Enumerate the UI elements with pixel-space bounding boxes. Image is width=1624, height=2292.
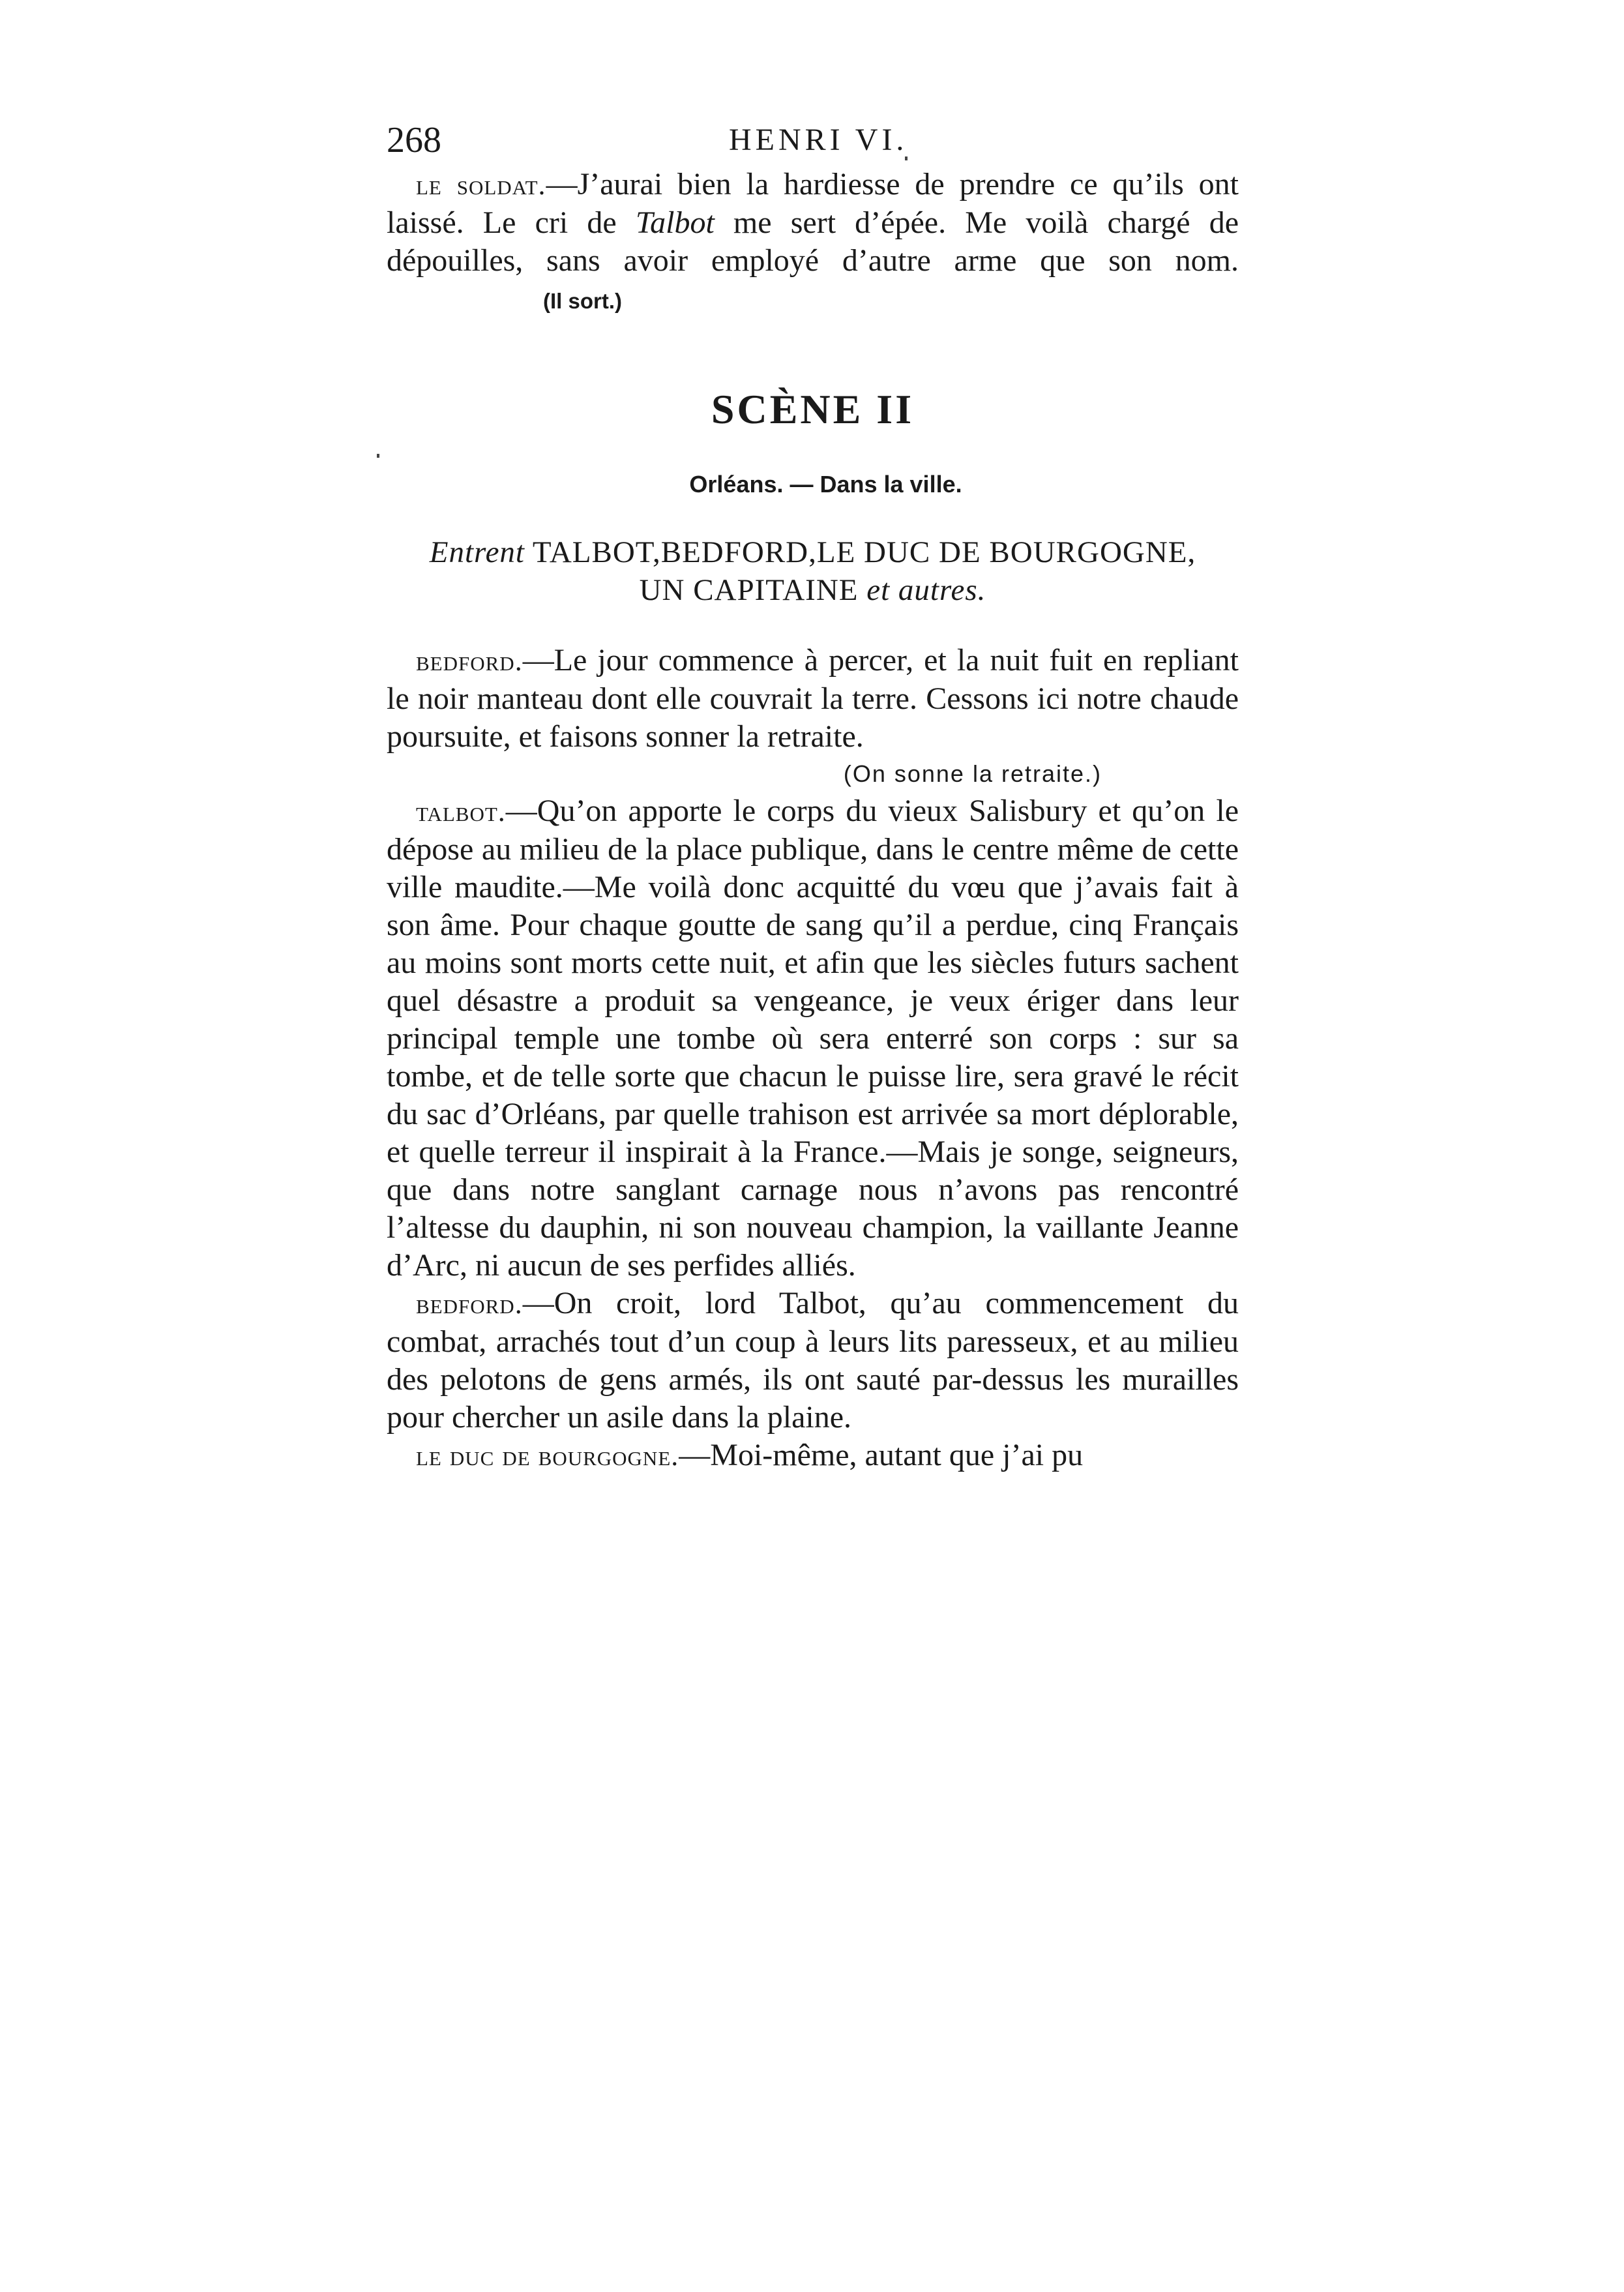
- speech-talbot: [387, 792, 1239, 1285]
- speech-text: —On croit, lord Talbot, qu’au commencement du combat, arrachés tout d’un coup à leurs lits paresseux, et au milieu des pelotons de gens armés, ils ont sauté par-dessus les murailles pour chercher un asile dans la plaine.: [387, 1286, 1239, 1435]
- scene-location: Orléans. — Dans la ville.: [689, 471, 962, 498]
- speech-soldier: [387, 166, 1239, 320]
- page-number: 268: [387, 120, 441, 160]
- book-page: [387, 117, 1239, 1475]
- running-title: HENRI VI.: [729, 123, 908, 157]
- speech-text: me sert d’épée. Me voilà chargé de dépouilles, sans avoir employé d’autre arme que son nom.: [387, 205, 1239, 278]
- speaker-name: bedford.: [416, 1288, 523, 1320]
- speech-text: —Moi-même, autant que j’ai pu: [679, 1438, 1084, 1472]
- speech-bourgogne: [387, 1436, 1239, 1475]
- speaker-name: bedford.: [416, 645, 523, 677]
- scene-title: SCÈNE II: [711, 386, 915, 432]
- speaker-name: talbot.: [416, 796, 506, 827]
- speech-bedford-2: [387, 1285, 1239, 1436]
- spacer: [387, 609, 1239, 642]
- entrance-characters: UN CAPITAINE: [639, 573, 867, 607]
- entrance-direction: [387, 533, 1239, 609]
- page-header: [387, 117, 1239, 163]
- speaker-name: le soldat.: [416, 169, 546, 201]
- stage-direction: (On sonne la retraite.): [843, 760, 1102, 787]
- speech-text: —J’aurai bien la hardiesse de prendre ce qu’ils ont laissé. Le cri de: [387, 167, 1239, 240]
- print-speck: [377, 454, 379, 458]
- speech-emphasis: Talbot: [635, 205, 715, 240]
- entrance-characters: TALBOT,BEDFORD,LE DUC DE BOURGOGNE,: [524, 535, 1196, 569]
- speech-text: —Le jour commence à percer, et la nuit fuit en repliant le noir manteau dont elle couvrait la terre. Cessons ici notre chaude poursuite, et faisons sonner la retraite.: [387, 643, 1239, 754]
- speech-text: —Qu’on apporte le corps du vieux Salisbury et qu’on le dépose au milieu de la place publique, dans le centre même de cette ville maudite.—Me voilà donc acquitté du vœu que j’avais fait à son âme. Pour chaque goutte de sang qu’il a perdue, cinq Français au moins sont morts cette nuit, et afin que les siècles futurs sachent quel désastre a produit sa vengeance, je veux ériger dans leur principal temple une tombe où sera enterré son corps : sur sa tombe, et de telle sorte que chacun le puisse lire, sera gravé le récit du sac d’Orléans, par quelle trahison est arrivée sa mort déplorable, et quelle terreur il inspirait à la France.—Mais je songe, seigneurs, que dans notre sanglant carnage nous n’avons pas rencontré l’altesse du dauphin, ni son nouveau champion, la vaillante Jeanne d’Arc, ni aucun de ses perfides alliés.: [387, 794, 1239, 1283]
- speech-bedford: [387, 642, 1239, 756]
- stage-direction: (Il sort.): [543, 289, 622, 313]
- entrance-verb: Entrent: [429, 535, 525, 569]
- speaker-name: le duc de bourgogne.: [416, 1440, 679, 1472]
- entrance-others: et autres.: [866, 573, 986, 607]
